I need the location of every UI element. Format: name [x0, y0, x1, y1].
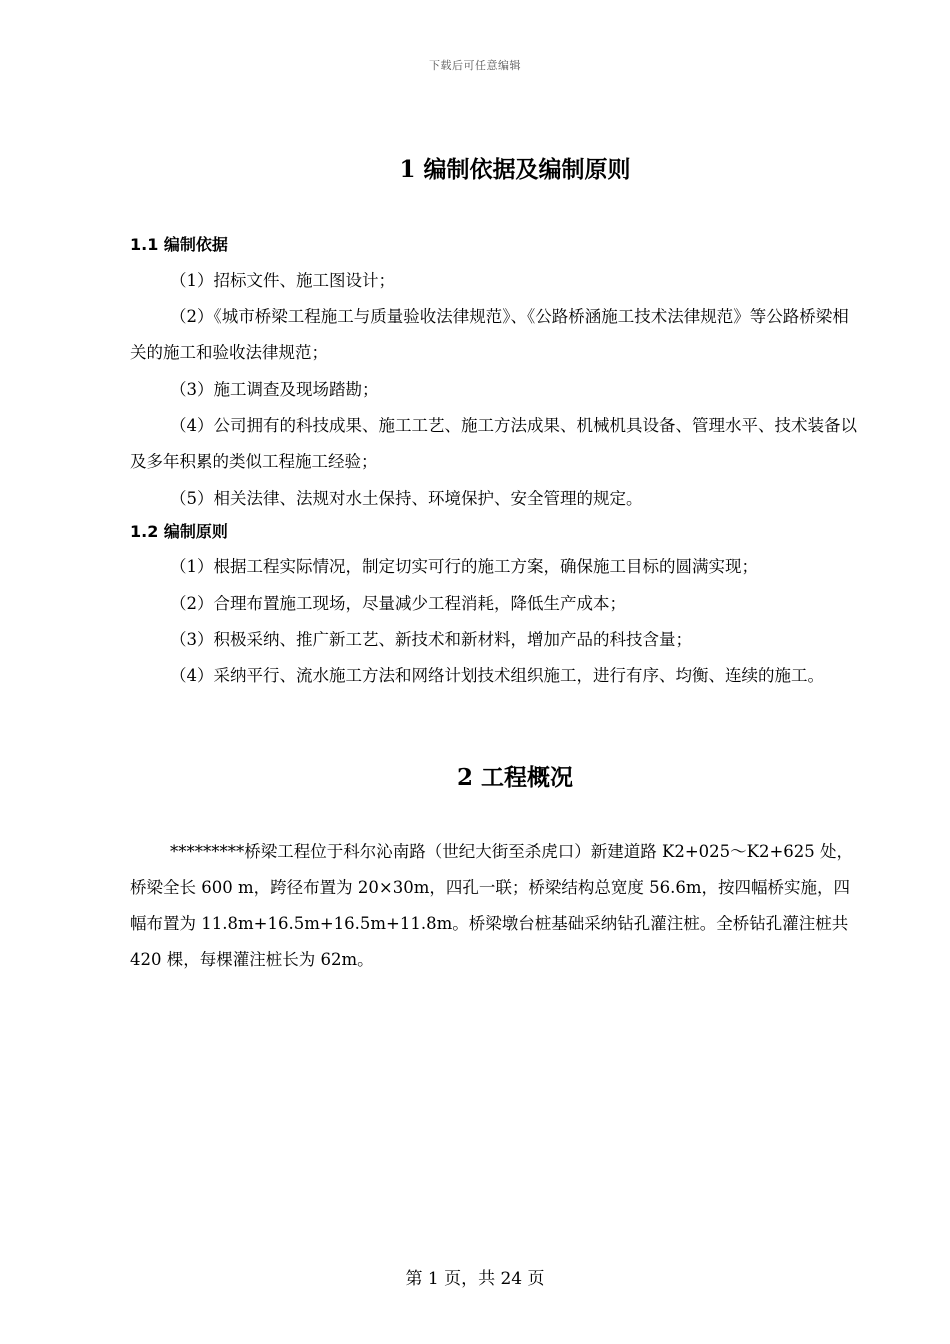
section-1-1-item: （1）招标文件、施工图设计； — [170, 271, 395, 290]
section-1-1-item: （3）施工调查及现场踏勘； — [170, 380, 379, 399]
header-note: 下载后可任意编辑 — [429, 59, 521, 72]
section-1-2-item: （1）根据工程实际情况，制定切实可行的施工方案，确保施工目标的圆满实现； — [170, 557, 758, 576]
section-1-1-item: （5）相关法律、法规对水土保持、环境保护、安全管理的规定。 — [170, 489, 643, 508]
section-1-2-title: 1.2 编制原则 — [130, 522, 228, 541]
section-1-1-item: （4）公司拥有的科技成果、施工工艺、施工方法成果、机械机具设备、管理水平、技术装备以及多年积累的类似工程施工经验； — [130, 416, 857, 471]
chapter-1-title: 1 编制依据及编制原则 — [399, 156, 631, 183]
section-1-1-item: （2）《城市桥梁工程施工与质量验收法律规范》、《公路桥涵施工技术法律规范》等公路桥梁相关的施工和验收法律规范； — [130, 307, 849, 362]
section-1-1-title: 1.1 编制依据 — [130, 235, 228, 254]
chapter-2-title: 2 工程概况 — [456, 764, 573, 791]
page-number-footer: 第 1 页，共 24 页 — [405, 1269, 545, 1289]
project-overview-paragraph: *********桥梁工程位于科尔沁南路（世纪大街至杀虎口）新建道路 K2+025～K2+625 处，桥梁全长 600 m，跨径布置为 20×30m，四孔一联；桥梁结构总宽度 56.6m，按四幅桥实施，四幅布置为 11.8m+16.5m+16.5m+11.8m。桥梁墩台桩基础采纳钻孔灌注桩。全桥钻孔灌注桩共 420 棵，每棵灌注桩长为 62m。 — [130, 842, 854, 969]
section-1-2-item: （3）积极采纳、推广新工艺、新技术和新材料，增加产品的科技含量； — [170, 630, 692, 649]
section-1-2-item: （4）采纳平行、流水施工方法和网络计划技术组织施工，进行有序、均衡、连续的施工。 — [170, 666, 824, 685]
section-1-2-item: （2）合理布置施工现场，尽量减少工程消耗，降低生产成本； — [170, 594, 626, 613]
